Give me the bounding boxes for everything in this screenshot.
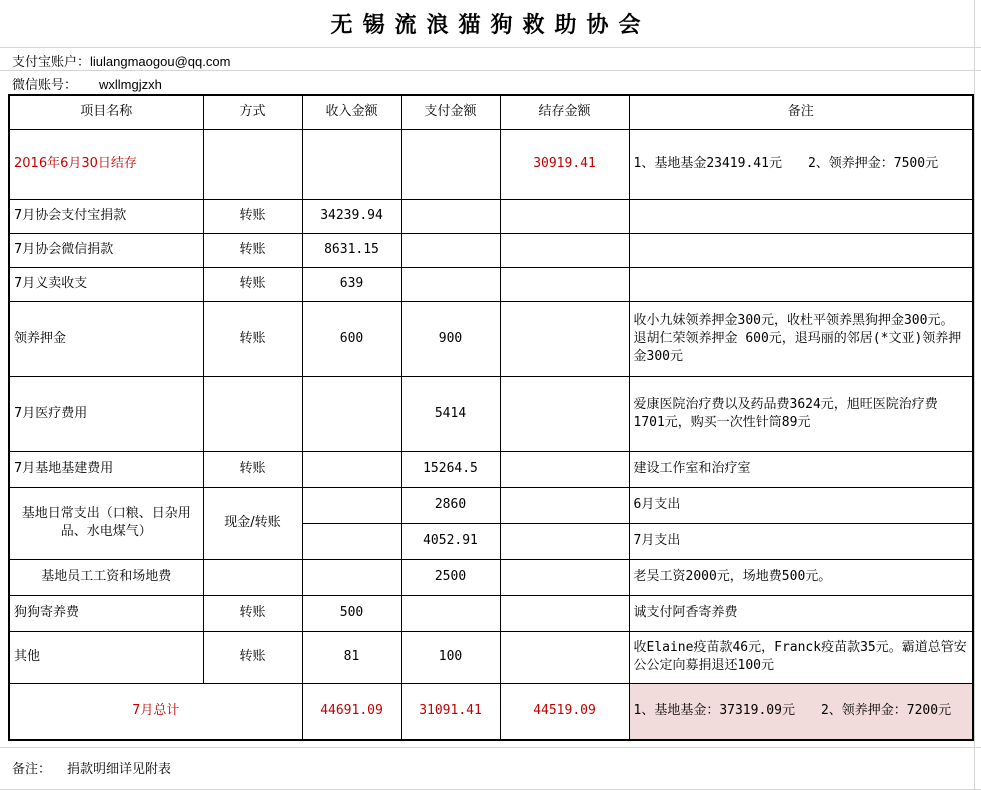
cell-note xyxy=(629,233,973,267)
cell-name: 2016年6月30日结存 xyxy=(9,129,203,199)
alipay-info xyxy=(12,51,230,70)
cell-expense xyxy=(401,199,500,233)
wechat-info xyxy=(12,74,162,93)
alipay-label: 支付宝账户： xyxy=(12,54,91,69)
cell-method: 转账 xyxy=(203,233,302,267)
cell-balance xyxy=(500,233,629,267)
alipay-account: liulangmaogou@qq.com xyxy=(90,54,231,69)
table-row xyxy=(9,451,973,487)
cell-income xyxy=(302,559,401,595)
cell-note: 7月支出 xyxy=(629,523,973,559)
table-total-row xyxy=(9,683,973,740)
cell-expense: 900 xyxy=(401,301,500,376)
cell-name: 基地日常支出（口粮、日杂用品、水电煤气） xyxy=(9,487,203,559)
cell-expense: 4052.91 xyxy=(401,523,500,559)
cell-balance xyxy=(500,523,629,559)
cell-income: 500 xyxy=(302,595,401,631)
table-row xyxy=(9,595,973,631)
header-method: 方式 xyxy=(203,95,302,129)
table-header-row xyxy=(9,95,973,129)
cell-note: 诚支付阿香寄养费 xyxy=(629,595,973,631)
cell-expense xyxy=(401,233,500,267)
cell-method: 转账 xyxy=(203,301,302,376)
header-note: 备注 xyxy=(629,95,973,129)
footer-label: 备注： xyxy=(12,762,52,777)
cell-name: 7月义卖收支 xyxy=(9,267,203,301)
cell-income: 600 xyxy=(302,301,401,376)
cell-note xyxy=(629,267,973,301)
cell-note: 1、基地基金23419.41元 2、领养押金：7500元 xyxy=(629,129,973,199)
cell-expense xyxy=(401,267,500,301)
table-row xyxy=(9,559,973,595)
cell-income: 34239.94 xyxy=(302,199,401,233)
cell-note: 老吴工资2000元，场地费500元。 xyxy=(629,559,973,595)
cell-total-balance: 44519.09 xyxy=(500,683,629,740)
wechat-account: wxllmgjzxh xyxy=(99,77,162,92)
cell-balance xyxy=(500,631,629,683)
cell-name: 基地员工工资和场地费 xyxy=(9,559,203,595)
cell-method: 转账 xyxy=(203,595,302,631)
grid-line xyxy=(0,70,981,71)
cell-balance xyxy=(500,559,629,595)
cell-balance xyxy=(500,451,629,487)
wechat-label: 微信账号： xyxy=(12,77,78,92)
cell-method: 转账 xyxy=(203,451,302,487)
cell-income xyxy=(302,129,401,199)
cell-note: 建设工作室和治疗室 xyxy=(629,451,973,487)
cell-total-note: 1、基地基金：37319.09元 2、领养押金：7200元 xyxy=(629,683,973,740)
cell-name: 7月协会支付宝捐款 xyxy=(9,199,203,233)
cell-method: 转账 xyxy=(203,631,302,683)
cell-method xyxy=(203,129,302,199)
cell-expense xyxy=(401,129,500,199)
table-row xyxy=(9,301,973,376)
table-row xyxy=(9,267,973,301)
cell-balance: 30919.41 xyxy=(500,129,629,199)
cell-note: 爱康医院治疗费以及药品费3624元，旭旺医院治疗费1701元，购买一次性针筒89元 xyxy=(629,376,973,451)
table-row xyxy=(9,233,973,267)
cell-note: 6月支出 xyxy=(629,487,973,523)
cell-expense: 15264.5 xyxy=(401,451,500,487)
cell-balance xyxy=(500,301,629,376)
cell-name: 其他 xyxy=(9,631,203,683)
cell-income xyxy=(302,487,401,523)
cell-method: 现金/转账 xyxy=(203,487,302,559)
cell-balance xyxy=(500,487,629,523)
cell-note: 收小九妹领养押金300元，收杜平领养黑狗押金300元。 退胡仁荣领养押金 600元，退玛丽的邻居(*文亚)领养押金300元 xyxy=(629,301,973,376)
cell-name: 7月医疗费用 xyxy=(9,376,203,451)
cell-note xyxy=(629,199,973,233)
header-expense: 支付金额 xyxy=(401,95,500,129)
page-title: 无锡流浪猫狗救助协会 xyxy=(330,12,651,38)
finance-table xyxy=(8,94,974,741)
cell-name: 7月基地基建费用 xyxy=(9,451,203,487)
cell-expense: 2500 xyxy=(401,559,500,595)
footer-text: 捐款明细详见附表 xyxy=(67,762,172,777)
cell-expense xyxy=(401,595,500,631)
cell-income xyxy=(302,451,401,487)
cell-name: 狗狗寄养费 xyxy=(9,595,203,631)
cell-total-label: 7月总计 xyxy=(9,683,302,740)
cell-note: 收Elaine疫苗款46元，Franck疫苗款35元。霸道总管安公公定向募捐退还100元 xyxy=(629,631,973,683)
table-row xyxy=(9,199,973,233)
cell-total-expense: 31091.41 xyxy=(401,683,500,740)
cell-income: 81 xyxy=(302,631,401,683)
footer-note xyxy=(12,758,171,777)
cell-method: 转账 xyxy=(203,267,302,301)
cell-method: 转账 xyxy=(203,199,302,233)
cell-expense: 2860 xyxy=(401,487,500,523)
cell-expense: 5414 xyxy=(401,376,500,451)
table-row xyxy=(9,631,973,683)
cell-income: 639 xyxy=(302,267,401,301)
cell-method xyxy=(203,376,302,451)
cell-income: 8631.15 xyxy=(302,233,401,267)
grid-line xyxy=(0,47,981,48)
cell-method xyxy=(203,559,302,595)
header-income: 收入金额 xyxy=(302,95,401,129)
cell-income xyxy=(302,376,401,451)
cell-balance xyxy=(500,595,629,631)
cell-balance xyxy=(500,376,629,451)
grid-line xyxy=(0,747,981,748)
table-row xyxy=(9,129,973,199)
cell-expense: 100 xyxy=(401,631,500,683)
cell-balance xyxy=(500,267,629,301)
grid-line xyxy=(974,0,975,790)
header-item-name: 项目名称 xyxy=(9,95,203,129)
table-row xyxy=(9,487,973,523)
cell-name: 领养押金 xyxy=(9,301,203,376)
cell-income xyxy=(302,523,401,559)
cell-total-income: 44691.09 xyxy=(302,683,401,740)
table-row xyxy=(9,376,973,451)
header-balance: 结存金额 xyxy=(500,95,629,129)
cell-name: 7月协会微信捐款 xyxy=(9,233,203,267)
cell-balance xyxy=(500,199,629,233)
